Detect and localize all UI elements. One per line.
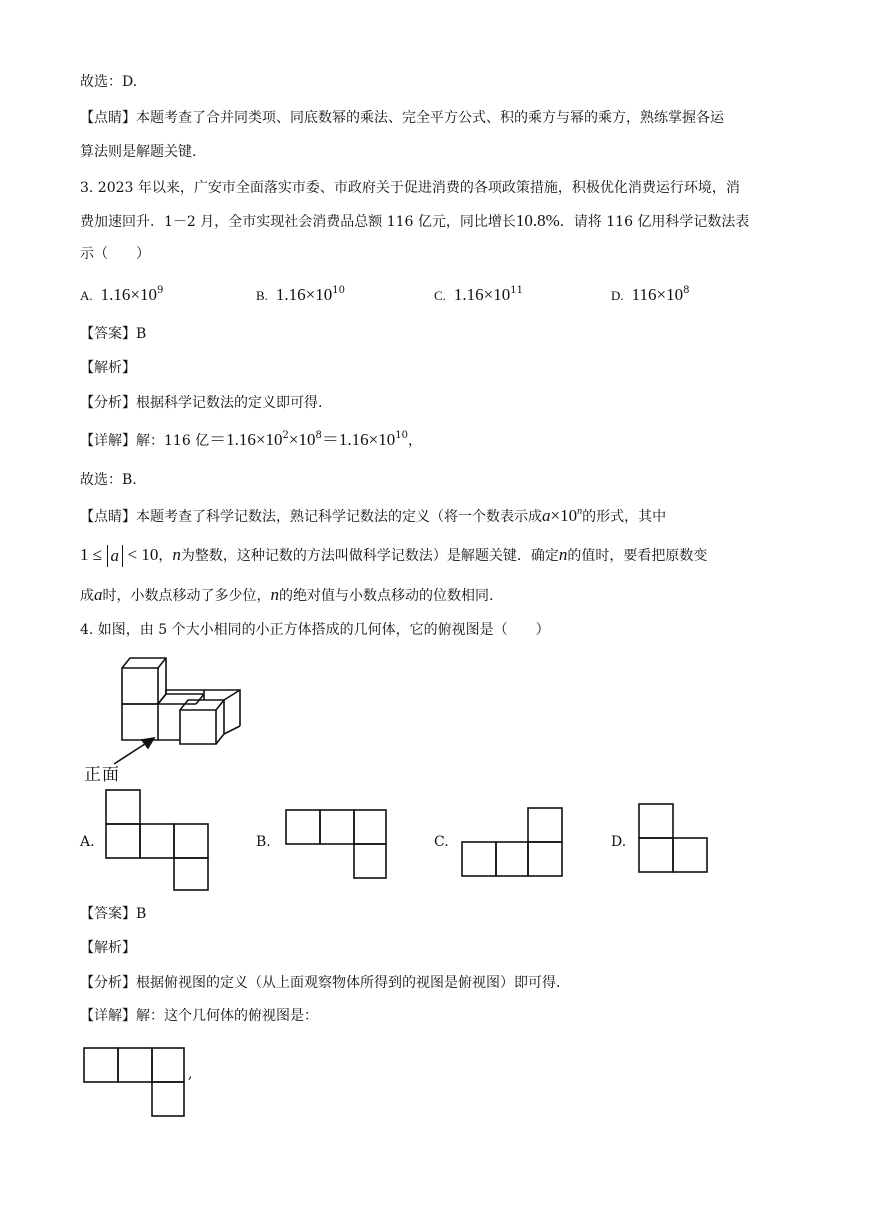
q3-option-c[interactable] [434,285,523,306]
q2-comment-cont: 算法则是解题关键. [80,144,197,160]
q3-fenxi [80,393,322,413]
detail-exp: 2 [282,430,289,441]
answer-tag: 【答案】 [80,326,136,342]
q3-choose: 故选：B. [80,472,137,488]
q4-option-a-label[interactable]: A. [80,834,95,850]
q3-stem-line1: 3. 2023 年以来，广安市全面落实市委、市政府关于促进消费的各项政策措施，积极优化消费运行环境，消 [80,180,740,196]
answer-tag: 【答案】 [80,906,136,922]
q3-option-a[interactable] [80,285,163,306]
option-value: 1.16×10 [275,285,333,304]
front-label: 正面 [84,765,120,785]
detail-tag: 【详解】 [80,1008,136,1024]
q3-comment-line1 [80,506,666,527]
detail-text: 解：116 亿 [136,433,210,449]
var-n: n [558,545,568,564]
detail-end: ， [407,433,422,449]
q4-answer-figure [82,1046,188,1118]
detail-exp: 8 [315,430,322,441]
q4-option-d-figure [637,802,709,876]
var-n: n [577,506,583,517]
option-exponent: 9 [156,285,164,296]
q4-option-a-figure [104,788,210,892]
var-a: a [542,506,551,525]
q4-option-c-figure [460,806,564,878]
comment-text: 的形式，其中 [582,509,667,525]
fenxi-text: 根据科学记数法的定义即可得. [136,395,323,411]
detail-exp: 10 [395,430,408,441]
q4-option-b-label[interactable]: B. [256,834,271,850]
comment-text: 时，小数点移动了多少位， [102,588,271,604]
q3-analysis-tag: 【解析】 [80,360,136,376]
comment-text: 成 [80,588,94,604]
detail-eq: ＝1.16×10 [321,430,396,449]
var-n: n [172,545,181,564]
comment-text: 本题考查了科学记数法，熟记科学记数法的定义（将一个数表示成 [136,509,542,525]
option-value: 116×10 [631,285,684,304]
comma: ， [158,548,173,564]
detail-eq: ＝1.16×10 [209,430,283,449]
comment-text: 本题考查了合并同类项、同底数幂的乘法、完全平方公式、积的乘方与幂的乘方，熟练掌握各运 [136,110,724,126]
comment-text: 为整数，这种记数的方法叫做科学记数法）是解题关键．确定 [180,548,559,564]
ineq-rhs: < 10 [127,545,159,564]
detail-tag: 【详解】 [80,433,136,449]
q4-stem: 4. 如图，由 5 个大小相同的小正方体搭成的几何体，它的俯视图是（ ） [80,622,550,638]
comment-text: 的绝对值与小数点移动的位数相同. [279,588,494,604]
option-label: D. [611,288,624,303]
q3-comment-line3 [80,585,493,606]
var-n: n [270,585,279,604]
option-value: 1.16×10 [453,285,511,304]
q3-detail [80,430,422,451]
q3-option-b[interactable] [256,285,345,306]
times-ten: ×10 [550,506,578,525]
q3-stem-line2 [80,211,749,232]
q4-answer [80,904,146,924]
option-label: C. [434,288,446,303]
option-exponent: 8 [683,285,690,296]
q3-comment-line2 [80,545,707,567]
q3-stem-line3: 示（ ） [80,246,150,262]
q4-fenxi [80,973,560,993]
detail-eq: ×10 [288,430,316,449]
fenxi-tag: 【分析】 [80,975,136,991]
q4-option-b-figure [284,808,388,880]
q3-answer [80,324,146,344]
comment-tag: 【点睛】 [80,509,136,525]
answer-value: B [136,906,147,922]
q4-detail [80,1006,318,1026]
q3-stem-text-end: ．请将 116 亿用科学记数法表 [559,214,750,230]
detail-text: 解：这个几何体的俯视图是： [136,1008,318,1024]
answer-value: B [136,326,147,342]
option-label: B. [256,288,268,303]
option-value: 1.16×10 [100,285,157,304]
option-label: A. [80,288,93,303]
fenxi-tag: 【分析】 [80,395,136,411]
ineq-lhs: 1 ≤ [80,545,103,564]
q4-option-c-label[interactable]: C. [434,834,449,850]
abs-a: a [107,545,124,567]
q2-comment [80,108,724,128]
option-exponent: 11 [510,285,523,296]
cube-figure [100,652,250,782]
comment-text: 的值时，要看把原数变 [567,548,708,564]
var-a: a [94,585,103,604]
q4-detail-comma: , [188,1066,193,1082]
option-exponent: 10 [332,285,345,296]
q4-analysis-tag: 【解析】 [80,940,136,956]
q3-stem-text: 费加速回升．1－2 月，全市实现社会消费品总额 116 亿元，同比增长 [80,214,516,230]
q2-answer-line: 故选：D. [80,74,138,90]
percent-value: 10.8% [515,211,560,230]
fenxi-text: 根据俯视图的定义（从上面观察物体所得到的视图是俯视图）即可得. [136,975,561,991]
q3-option-d[interactable] [611,285,689,306]
comment-tag: 【点睛】 [80,110,136,126]
q4-option-d-label[interactable]: D. [611,834,627,850]
